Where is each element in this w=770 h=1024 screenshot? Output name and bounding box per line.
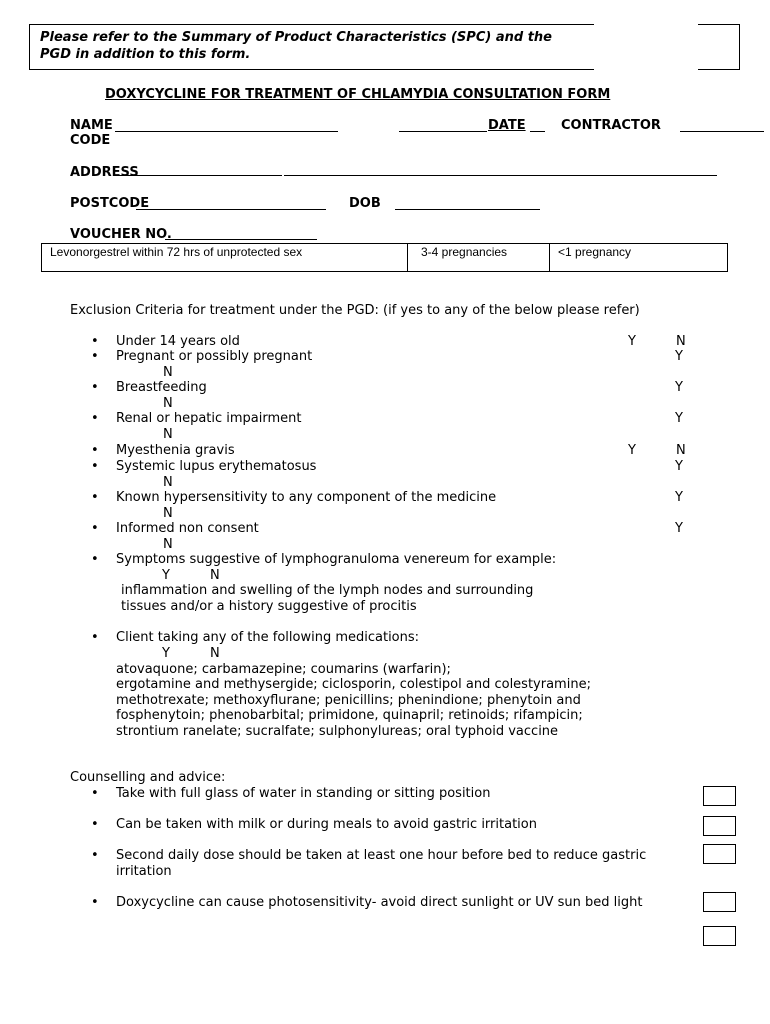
exclusion-item-breastfeeding: Breastfeeding <box>116 380 207 395</box>
counselling-heading: Counselling and advice: <box>70 770 226 785</box>
bullet <box>91 443 99 458</box>
voucher-label: VOUCHER NO. <box>70 227 172 242</box>
medication-line: fosphenytoin; phenobarbital; primidone, quinapril; retinoids; rifampicin; <box>116 708 583 723</box>
yes-option[interactable]: Y <box>675 380 683 395</box>
notice-line-1: Please refer to the Summary of Product Characteristics (SPC) and the <box>40 30 552 45</box>
yes-option[interactable]: Y <box>162 646 170 661</box>
no-option[interactable]: N <box>163 365 173 380</box>
counselling-item-water: Take with full glass of water in standing or sitting position <box>116 786 491 801</box>
bullet <box>91 459 99 474</box>
form-title: DOXYCYCLINE FOR TREATMENT OF CHLAMYDIA CONSULTATION FORM <box>105 87 611 102</box>
counselling-item-second-dose: Second daily dose should be taken at least one hour before bed to reduce gastric <box>116 848 647 863</box>
bullet <box>91 895 99 910</box>
bullet <box>91 349 99 364</box>
no-option[interactable]: N <box>163 537 173 552</box>
no-option[interactable]: N <box>210 568 220 583</box>
code-label: CODE <box>70 133 111 148</box>
lev-cell-3: <1 pregnancy <box>550 244 728 272</box>
medication-line: ergotamine and methysergide; ciclosporin, colestipol and colestyramine; <box>116 677 591 692</box>
lgv-detail-line: inflammation and swelling of the lymph nodes and surrounding <box>121 583 534 598</box>
yes-option[interactable]: Y <box>675 459 683 474</box>
counselling-item-photosensitivity: Doxycycline can cause photosensitivity- avoid direct sunlight or UV sun bed light <box>116 895 643 910</box>
voucher-field[interactable] <box>165 224 317 240</box>
bullet <box>91 817 99 832</box>
bullet <box>91 411 99 426</box>
address-label: ADDRESS <box>70 165 139 180</box>
table-row <box>42 244 728 272</box>
date-line-left <box>399 115 487 132</box>
spc-notice-text <box>40 29 590 63</box>
contractor-label: CONTRACTOR <box>561 118 661 133</box>
counselling-checkbox-2[interactable] <box>703 816 736 836</box>
spc-notice-box <box>29 24 594 70</box>
counselling-checkbox-5[interactable] <box>703 926 736 946</box>
exclusion-item-under-14: Under 14 years old <box>116 334 240 349</box>
date-field[interactable] <box>530 115 545 132</box>
yes-option[interactable]: Y <box>162 568 170 583</box>
counselling-checkbox-1[interactable] <box>703 786 736 806</box>
exclusion-item-lupus: Systemic lupus erythematosus <box>116 459 317 474</box>
name-label: NAME <box>70 118 113 133</box>
exclusion-item-hypersensitivity: Known hypersensitivity to any component of the medicine <box>116 490 497 505</box>
medication-line: strontium ranelate; sucralfate; sulphonylureas; oral typhoid vaccine <box>116 724 559 739</box>
lgv-detail-line: tissues and/or a history suggestive of procitis <box>121 599 417 614</box>
counselling-item-milk: Can be taken with milk or during meals to avoid gastric irritation <box>116 817 537 832</box>
bullet <box>91 786 99 801</box>
exclusion-item-lgv: Symptoms suggestive of lymphogranuloma venereum for example: <box>116 552 557 567</box>
bullet <box>91 490 99 505</box>
exclusion-heading: Exclusion Criteria for treatment under the PGD: (if yes to any of the below please refer) <box>70 303 640 318</box>
levonorgestrel-table <box>41 243 728 272</box>
bullet <box>91 848 99 863</box>
medication-line: methotrexate; methoxyflurane; penicillins; phenindione; phenytoin and <box>116 693 581 708</box>
exclusion-item-myasthenia: Myesthenia gravis <box>116 443 235 458</box>
address-field-a[interactable] <box>116 160 282 176</box>
medication-line: atovaquone; carbamazepine; coumarins (warfarin); <box>116 662 451 677</box>
exclusion-item-non-consent: Informed non consent <box>116 521 259 536</box>
address-field-b[interactable] <box>284 160 717 176</box>
no-option[interactable]: N <box>676 334 686 349</box>
yes-option[interactable]: Y <box>675 349 683 364</box>
lev-cell-1: Levonorgestrel within 72 hrs of unprotected sex <box>42 244 408 272</box>
exclusion-item-medications: Client taking any of the following medications: <box>116 630 420 645</box>
corner-box <box>698 24 740 70</box>
no-option[interactable]: N <box>676 443 686 458</box>
postcode-label: POSTCODE <box>70 196 150 211</box>
bullet <box>91 380 99 395</box>
yes-option[interactable]: Y <box>675 490 683 505</box>
counselling-item-second-dose-cont: irritation <box>116 864 172 879</box>
dob-label: DOB <box>349 196 381 211</box>
date-label: DATE <box>488 118 526 133</box>
notice-line-2: PGD in addition to this form. <box>40 47 251 62</box>
dob-field[interactable] <box>395 194 540 210</box>
no-option[interactable]: N <box>163 396 173 411</box>
name-field[interactable] <box>115 115 338 132</box>
lev-cell-2: 3-4 pregnancies <box>408 244 550 272</box>
no-option[interactable]: N <box>210 646 220 661</box>
no-option[interactable]: N <box>163 506 173 521</box>
bullet <box>91 552 99 567</box>
no-option[interactable]: N <box>163 427 173 442</box>
exclusion-item-renal-hepatic: Renal or hepatic impairment <box>116 411 302 426</box>
yes-option[interactable]: Y <box>628 334 636 349</box>
exclusion-item-pregnant: Pregnant or possibly pregnant <box>116 349 313 364</box>
bullet <box>91 630 99 645</box>
yes-option[interactable]: Y <box>628 443 636 458</box>
yes-option[interactable]: Y <box>675 521 683 536</box>
no-option[interactable]: N <box>163 475 173 490</box>
yes-option[interactable]: Y <box>675 411 683 426</box>
counselling-checkbox-4[interactable] <box>703 892 736 912</box>
contractor-field[interactable] <box>680 115 764 132</box>
bullet <box>91 334 99 349</box>
postcode-field[interactable] <box>136 194 326 210</box>
counselling-checkbox-3[interactable] <box>703 844 736 864</box>
bullet <box>91 521 99 536</box>
